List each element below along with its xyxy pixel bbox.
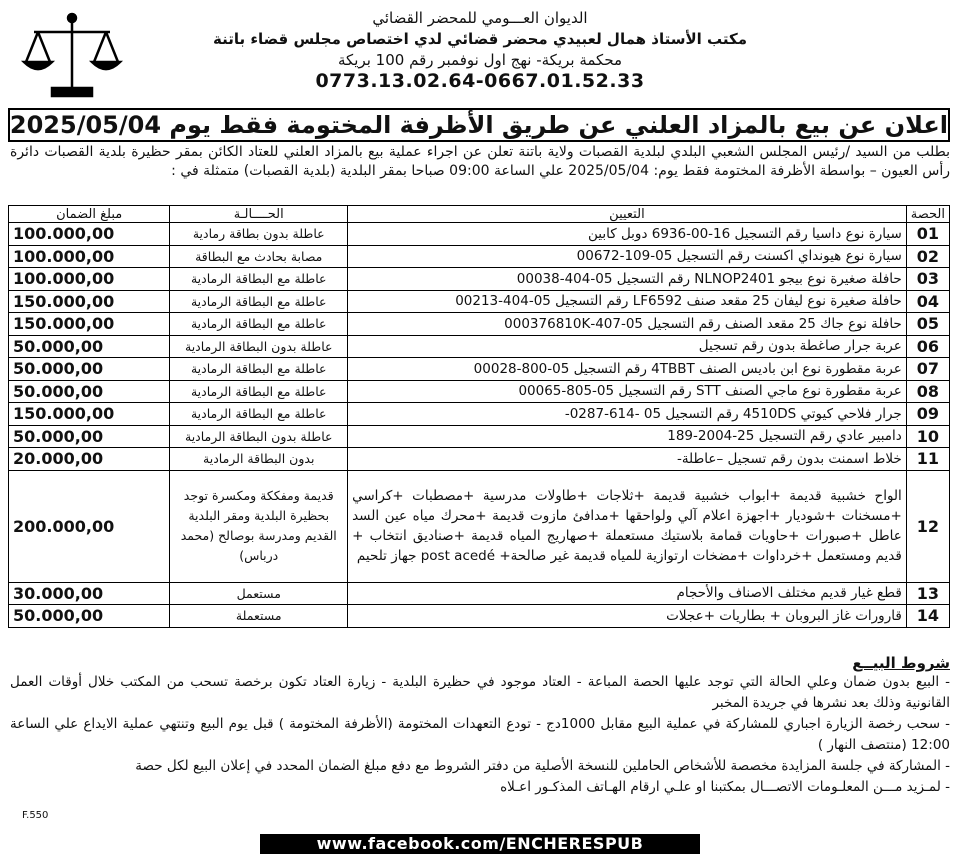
table-row [9, 358, 950, 381]
header-lot-number: الحصة [906, 206, 949, 223]
lot-number-cell: 12 [906, 470, 949, 582]
description-cell: خلاط اسمنت بدون رقم تسجيل –عاطلة- [348, 448, 907, 471]
lot-number-cell: 07 [906, 358, 949, 381]
header-description: التعيين [348, 206, 907, 223]
condition-item: - المشاركة في جلسة المزايدة مخصصة للأشخاص الحاملين للنسخة الأصلية من دفتر الشروط مع دفع مبلغ الضمان المحدد في إعلان البيع لكل حصة [135, 758, 950, 774]
description-cell: عربة مقطورة نوع ابن باديس الصنف 4TBBT رقم التسجيل 05-800-00028 [348, 358, 907, 381]
condition-cell: عاطلة مع البطاقة الرمادية [170, 313, 348, 336]
condition-cell: عاطلة بدون البطاقة الرمادية [170, 335, 348, 358]
table-row [9, 403, 950, 426]
condition-cell: قديمة ومفككة ومكسرة توجد بحظيرة البلدية ومقر البلدية القديم ومدرسة بوصالح (محمد درباس) [170, 470, 348, 582]
description-cell: سيارة نوع داسيا رقم التسجيل 16-00-6936 دوبل كابين [348, 223, 907, 246]
guarantee-amount-cell: 150.000,00 [9, 290, 170, 313]
condition-cell: عاطلة مع البطاقة الرمادية [170, 290, 348, 313]
guarantee-amount-cell: 150.000,00 [9, 403, 170, 426]
office-header [180, 8, 780, 92]
table-row [9, 313, 950, 336]
guarantee-amount-cell: 150.000,00 [9, 313, 170, 336]
guarantee-amount-cell: 50.000,00 [9, 335, 170, 358]
header-phone-numbers: 0773.13.02.64-0667.01.52.33 [315, 70, 645, 92]
condition-cell: مستعملة [170, 605, 348, 628]
lots-table [8, 205, 950, 628]
guarantee-amount-cell: 100.000,00 [9, 245, 170, 268]
condition-cell: بدون البطاقة الرمادية [170, 448, 348, 471]
description-cell: عربة مقطورة نوع ماجي الصنف STT رقم التسجيل 05-805-00065 [348, 380, 907, 403]
condition-cell: مصابة بحادث مع البطاقة [170, 245, 348, 268]
condition-cell: مستعمل [170, 582, 348, 605]
lot-number-cell: 09 [906, 403, 949, 426]
table-row [9, 335, 950, 358]
table-row [9, 380, 950, 403]
description-cell: الواح خشبية قديمة +ابواب خشبية قديمة +ثلاجات +طاولات مدرسية +مصطبات +كراسي +مسخنات +شوديار +اجهزة اعلام آلي ولواحقها +مدافئ مازوت قديمة +محرك مياه عين السد عاطل +صبورات +حاويات قمامة بلاستيك مستعملة +صهاريج المياه قديمة +صناديق انتخاب + قديم ومستعمل +خرداوات +مضخات ارتوازية للمياه قديمة غير صالحة+ post acedé جهاز تلحيم [348, 470, 907, 582]
guarantee-amount-cell: 100.000,00 [9, 268, 170, 291]
condition-cell: عاطلة مع البطاقة الرمادية [170, 403, 348, 426]
lot-number-cell: 01 [906, 223, 949, 246]
lot-number-cell: 14 [906, 605, 949, 628]
condition-cell: عاطلة بدون البطاقة الرمادية [170, 425, 348, 448]
table-row [9, 605, 950, 628]
description-cell: حافلة نوع جاك 25 مقعد الصنف رقم التسجيل 05-407-000376810K [348, 313, 907, 336]
lot-number-cell: 11 [906, 448, 949, 471]
header-office-line: مكتب الأستاذ همال لعبيدي محضر قضائي لدي اختصاص مجلس قضاء باتنة [212, 30, 748, 48]
conditions-title: شروط البيــع [852, 654, 950, 672]
header-address-line: محكمة بريكة- نهج اول نوفمبر رقم 100 بريكة [337, 51, 623, 69]
table-row [9, 448, 950, 471]
table-row [9, 425, 950, 448]
lot-number-cell: 10 [906, 425, 949, 448]
header-guarantee-amount: مبلغ الضمان [9, 206, 170, 223]
condition-cell: عاطلة مع البطاقة الرمادية [170, 358, 348, 381]
table-row [9, 268, 950, 291]
condition-item: - سحب رخصة الزيارة اجباري للمشاركة في عملية البيع مقابل 1000دج - تودع التعهدات المختومة (الأظرفة المختومة ) قبل يوم البيع وتنتهي عملية الايداع علي الساعة 12:00 (منتصف النهار ) [10, 716, 951, 753]
guarantee-amount-cell: 20.000,00 [9, 448, 170, 471]
header-condition: الحــــالـة [170, 206, 348, 223]
lot-number-cell: 03 [906, 268, 949, 291]
description-cell: جرار فلاحي كيوتي 4510DS رقم التسجيل 05 -614-0287- [348, 403, 907, 426]
lots-table-body [9, 223, 950, 628]
description-cell: عربة جرار صاغطة بدون رقم تسجيل [348, 335, 907, 358]
guarantee-amount-cell: 100.000,00 [9, 223, 170, 246]
lot-number-cell: 04 [906, 290, 949, 313]
description-cell: سيارة نوع هيونداي اكسنت رقم التسجيل 05-109-00672 [348, 245, 907, 268]
lot-number-cell: 08 [906, 380, 949, 403]
header-authority-line: الديوان العـــومي للمحضر القضائي [372, 9, 588, 27]
lot-number-cell: 05 [906, 313, 949, 336]
table-row [9, 470, 950, 582]
table-header-row [9, 206, 950, 223]
guarantee-amount-cell: 50.000,00 [9, 425, 170, 448]
condition-cell: عاطلة بدون بطاقة رمادية [170, 223, 348, 246]
justice-scales-logo [12, 6, 132, 106]
table-row [9, 582, 950, 605]
condition-cell: عاطلة مع البطاقة الرمادية [170, 268, 348, 291]
lot-number-cell: 06 [906, 335, 949, 358]
condition-cell: عاطلة مع البطاقة الرمادية [170, 380, 348, 403]
guarantee-amount-cell: 30.000,00 [9, 582, 170, 605]
lot-number-cell: 13 [906, 582, 949, 605]
table-row [9, 245, 950, 268]
form-code: F.550 [22, 810, 49, 821]
conditions-list [10, 672, 950, 798]
condition-item: - لمـزيد مـــن المعلـومات الاتصـــال بمكتبنا او علـي ارقام الهـاتف المذكـور اعـلاه [500, 779, 950, 795]
table-row [9, 290, 950, 313]
intro-paragraph: بطلب من السيد /رئيس المجلس الشعبي البلدي لبلدية القصبات ولاية باتنة تعلن عن اجراء عملية بيع بالمزاد العلني للعتاد الكائن بمقر حظيرة بلدية القصبات دائرة رأس العيون – بواسطة الأظرفة المختومة فقط يوم: 2025/05/04 علي الساعة 09:00 صباحا بمقر البلدية (بلدية القصبات) متمثلة في : [10, 144, 950, 179]
description-cell: حافلة صغيرة نوع ليفان 25 مقعد صنف LF6592 رقم التسجيل 05-404-00213 [348, 290, 907, 313]
description-cell: قطع غيار قديم مختلف الاصناف والأحجام [348, 582, 907, 605]
auction-banner: اعلان عن بيع بالمزاد العلني عن طريق الأظرفة المختومة فقط يوم 2025/05/04 [8, 108, 950, 142]
description-cell: دامبير عادي رقم التسجيل 25-2004-189 [348, 425, 907, 448]
lot-number-cell: 02 [906, 245, 949, 268]
condition-item: - البيع بدون ضمان وعلي الحالة التي توجد عليها الحصة المباعة - العتاد موجود في حظيرة البلدية - زيارة العتاد تكون برخصة تسحب من المكتب خلال أوقات العمل القانونية وذلك بعد نشرها في جريدة المخبر [10, 674, 950, 711]
guarantee-amount-cell: 50.000,00 [9, 380, 170, 403]
description-cell: حافلة صغيرة نوع بيجو NLNOP2401 رقم التسجيل 05-404-00038 [348, 268, 907, 291]
facebook-link[interactable]: www.facebook.com/ENCHERESPUB [260, 834, 700, 854]
guarantee-amount-cell: 50.000,00 [9, 358, 170, 381]
description-cell: قارورات غاز البروبان + بطاريات +عجلات [348, 605, 907, 628]
table-row [9, 223, 950, 246]
guarantee-amount-cell: 200.000,00 [9, 470, 170, 582]
guarantee-amount-cell: 50.000,00 [9, 605, 170, 628]
